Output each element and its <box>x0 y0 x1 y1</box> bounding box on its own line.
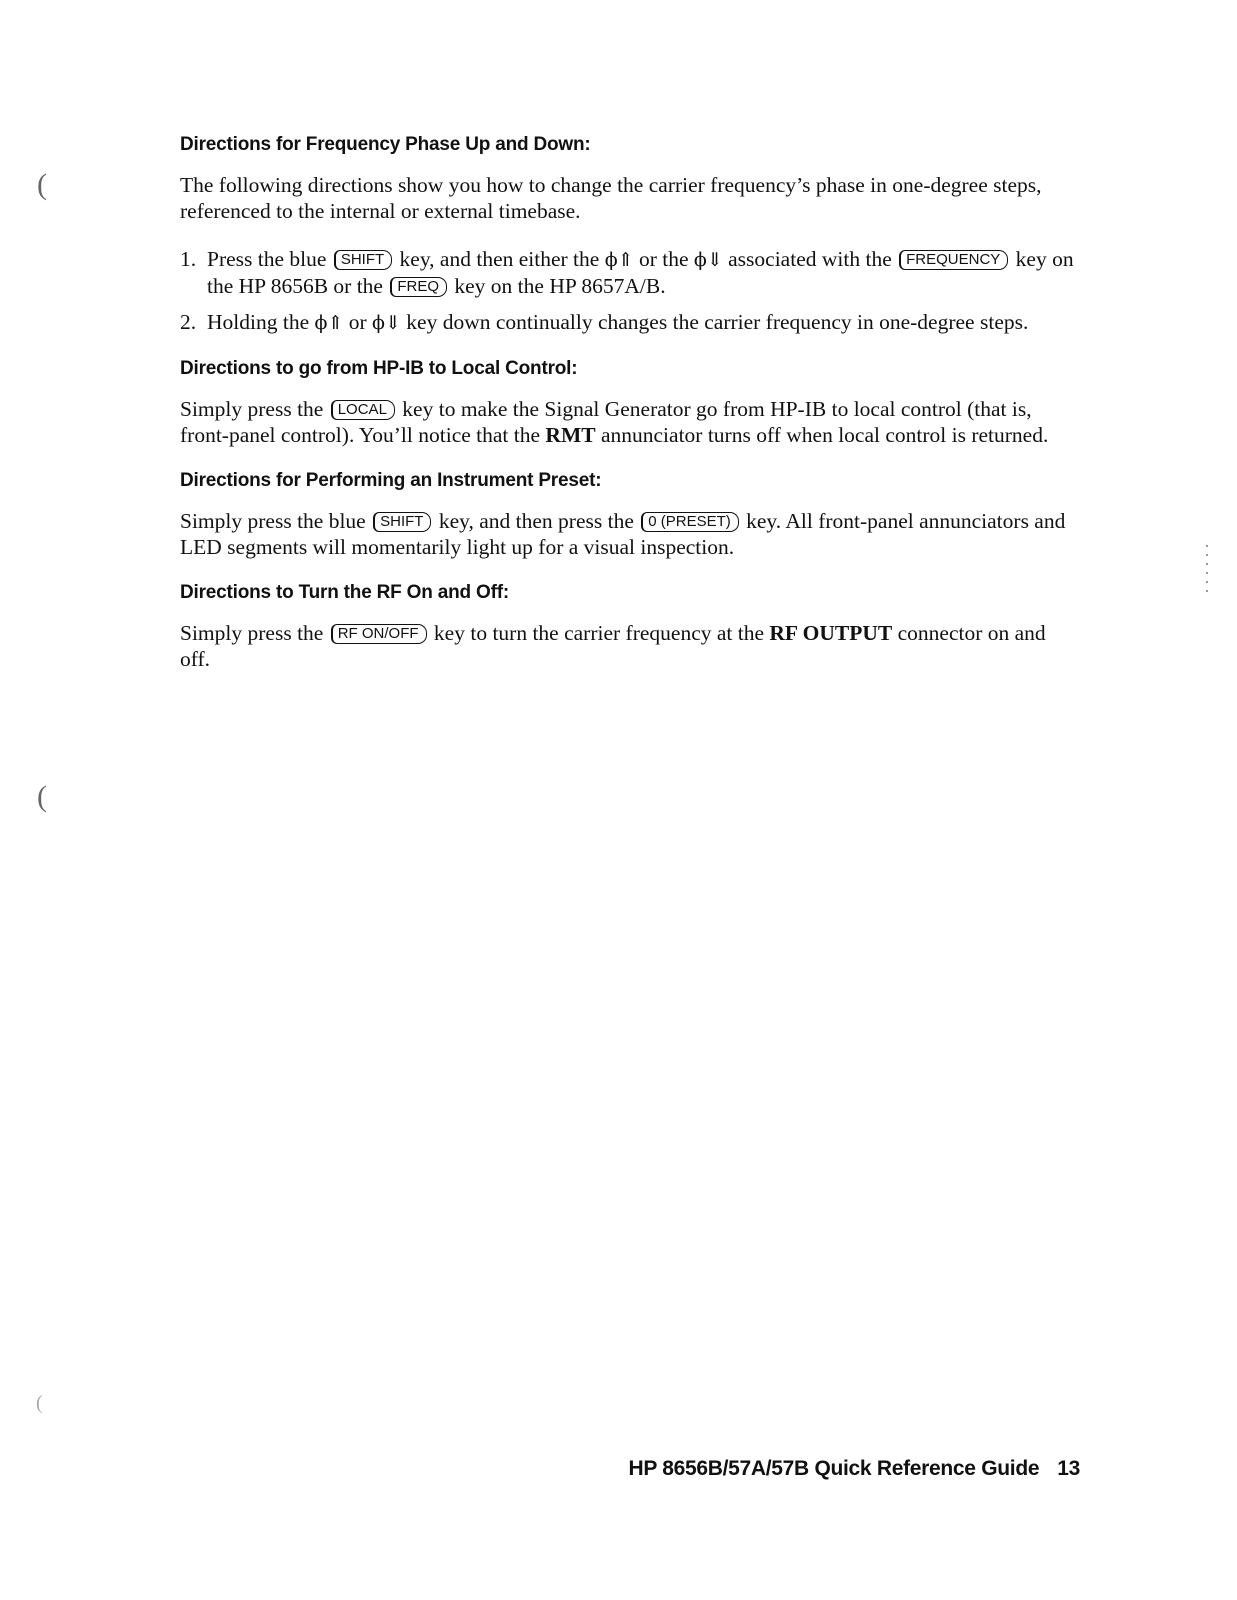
rf-output-label: RF OUTPUT <box>769 621 893 645</box>
rf-on-off-key: RF ON/OFF <box>331 624 427 644</box>
text-run: key, and then either the <box>399 247 600 271</box>
text-run: key to turn the carrier frequency at the <box>433 621 765 645</box>
text-run: key. All front-panel annunciators and LED segments will momentarily light up for a visual inspection. <box>180 509 1066 559</box>
phase-up-symbol: ϕ⇑ <box>604 249 634 271</box>
frequency-key: FREQUENCY <box>899 250 1008 270</box>
text-run: Simply press the <box>180 621 324 645</box>
step-text <box>207 309 1080 336</box>
freq-key: FREQ <box>390 277 447 297</box>
page-footer <box>600 1457 1080 1481</box>
text-run: connector on and off. <box>180 621 1046 671</box>
section-body <box>180 508 1080 560</box>
step-number: 1. <box>180 247 197 271</box>
rmt-annunciator-label: RMT <box>545 423 596 447</box>
text-run: key on the HP 8657A/B. <box>454 274 666 298</box>
text-run: key, and then press the <box>438 509 634 533</box>
text-run: or <box>348 310 367 334</box>
section-heading: Directions for Performing an Instrument Preset: <box>180 470 602 491</box>
text-run: key to make the Signal Generator go from HP-IB to local control (that is, front-panel control). You’ll notice that the <box>180 397 1032 447</box>
step-item <box>180 309 1080 336</box>
text-run: or the <box>638 247 689 271</box>
section-intro: The following directions show you how to change the carrier frequency’s phase in one-degree steps, referenced to the internal or external timebase. <box>180 173 1042 223</box>
text-run: Simply press the blue <box>180 509 366 533</box>
section-heading: Directions for Frequency Phase Up and Down: <box>180 134 591 155</box>
page-number: 13 <box>1057 1457 1080 1480</box>
section-body <box>180 620 1080 672</box>
section-rf-on-off <box>180 582 1080 672</box>
section-heading: Directions to go from HP-IB to Local Control: <box>180 358 578 379</box>
edge-dots <box>1206 545 1208 595</box>
binding-mark: ( <box>37 780 47 813</box>
text-run: key on the HP 8656B or the <box>207 247 1074 298</box>
text-run: Press the blue <box>207 247 327 271</box>
local-key: LOCAL <box>331 400 395 420</box>
section-body <box>180 396 1080 448</box>
step-item <box>180 246 1080 299</box>
phase-down-symbol: ϕ⇓ <box>372 312 401 334</box>
section-phase <box>180 134 1080 336</box>
binding-mark: ( <box>36 1392 43 1414</box>
content <box>180 134 1080 694</box>
section-preset <box>180 470 1080 560</box>
steps-list <box>180 246 1080 336</box>
section-heading: Directions to Turn the RF On and Off: <box>180 582 509 603</box>
text-run: key down continually changes the carrier frequency in one-degree steps. <box>406 310 1029 334</box>
shift-key: SHIFT <box>334 250 392 270</box>
step-text <box>207 246 1080 299</box>
text-run: Simply press the <box>180 397 324 421</box>
footer-title: HP 8656B/57A/57B Quick Reference Guide <box>628 1457 1040 1480</box>
text-run: annunciator turns off when local control is returned. <box>600 423 1049 447</box>
text-run: Holding the <box>207 310 310 334</box>
phase-up-symbol: ϕ⇑ <box>314 312 344 334</box>
section-local-control <box>180 358 1080 448</box>
phase-down-symbol: ϕ⇓ <box>693 249 723 271</box>
preset-key: 0 (PRESET) <box>641 512 739 532</box>
shift-key: SHIFT <box>373 512 431 532</box>
step-number: 2. <box>180 310 197 334</box>
text-run: associated with the <box>728 247 892 271</box>
binding-mark: ( <box>37 168 47 201</box>
